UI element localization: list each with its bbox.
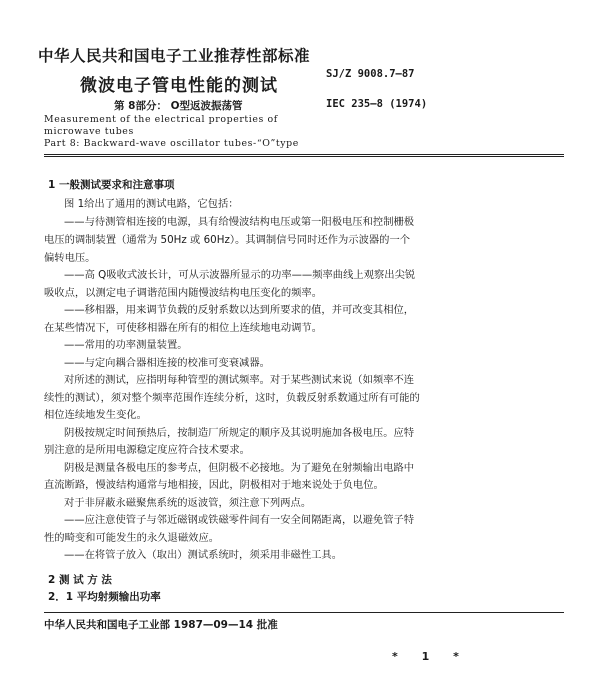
body-line: 在某些情况下，可使移相器在所有的相位上连续地电动调节。 bbox=[44, 322, 323, 334]
body-line: 图 1给出了通用的测试电路，它包括： bbox=[64, 198, 239, 210]
part-title-cn: 第 8部分： O型返波振荡管 bbox=[114, 100, 243, 112]
document-title: 微波电子管电性能的测试 bbox=[80, 76, 278, 96]
body-line: ——移相器，用来调节负载的反射系数以达到所要求的值，并可改变其相位， bbox=[64, 304, 415, 316]
body-line: 电压的调制装置（通常为 50Hz 或 60Hz）。其调制信号同时还作为示波器的一个 bbox=[44, 234, 411, 246]
standard-code: SJ/Z 9008.7—87 bbox=[326, 68, 415, 80]
body-line: ——应注意使管子与邻近磁钢或铁磁零件间有一安全间隔距离，以避免管子特 bbox=[64, 514, 415, 526]
english-title-line: microwave tubes bbox=[44, 126, 134, 137]
section-1-heading: 1 一般测试要求和注意事项 bbox=[48, 179, 175, 191]
body-line: 吸收点，以测定电子调谐范围内随慢波结构电压变化的频率。 bbox=[44, 287, 323, 299]
section-2-heading: 2 测 试 方 法 bbox=[48, 574, 112, 586]
footer-rule bbox=[44, 612, 564, 613]
english-title-line: Measurement of the electrical properties of bbox=[44, 114, 278, 125]
standard-title: 中华人民共和国电子工业推荐性部标准 bbox=[38, 47, 311, 65]
body-line: 直流断路，慢波结构通常与地相接，因此，阴极相对于地来说处于负电位。 bbox=[44, 479, 384, 491]
body-line: ——常用的功率测量装置。 bbox=[64, 339, 188, 351]
section-2-1-heading: 2．1 平均射频输出功率 bbox=[48, 591, 161, 603]
body-line: 续性的测试），须对整个频率范围作连续分析，这时，负载反射系数通过所有可能的 bbox=[44, 392, 420, 404]
header-rule bbox=[44, 156, 564, 157]
body-line: 对于非屏蔽永磁聚焦系统的返波管，须注意下列两点。 bbox=[64, 497, 312, 509]
body-line: 别注意的是所用电源稳定度应符合技术要求。 bbox=[44, 444, 250, 456]
page-number: * 1 * bbox=[392, 650, 469, 663]
body-line: 性的畸变和可能发生的永久退磁效应。 bbox=[44, 532, 220, 544]
body-line: ——在将管子放入（取出）测试系统时，须采用非磁性工具。 bbox=[64, 549, 343, 561]
body-line: ——与定向耦合器相连接的校准可变衰减器。 bbox=[64, 357, 270, 369]
body-line: ——高 Q吸收式波长计，可从示波器所显示的功率——频率曲线上观察出尖锐 bbox=[64, 269, 416, 281]
body-line: 偏转电压。 bbox=[44, 252, 96, 264]
header-rule bbox=[44, 154, 564, 155]
body-line: 阴极按规定时间预热后，按制造厂所规定的顺序及其说明施加各极电压。应特 bbox=[64, 427, 415, 439]
body-line: 阴极是测量各极电压的参考点，但阴极不必接地。为了避免在射频输出电路中 bbox=[64, 462, 415, 474]
iec-reference: IEC 235—8 (1974) bbox=[326, 98, 428, 110]
body-line: 对所述的测试，应指明每种管型的测试频率。对于某些测试来说（如频率不连 bbox=[64, 374, 415, 386]
english-title-line: Part 8: Backward-wave oscillator tubes-“O”type bbox=[44, 138, 299, 149]
body-line: ——与待测管相连接的电源，具有给慢波结构电压或第一阳极电压和控制栅极 bbox=[64, 216, 415, 228]
approval-line: 中华人民共和国电子工业部 1987—09—14 批准 bbox=[44, 619, 278, 631]
body-line: 相位连续地发生变化。 bbox=[44, 409, 147, 421]
